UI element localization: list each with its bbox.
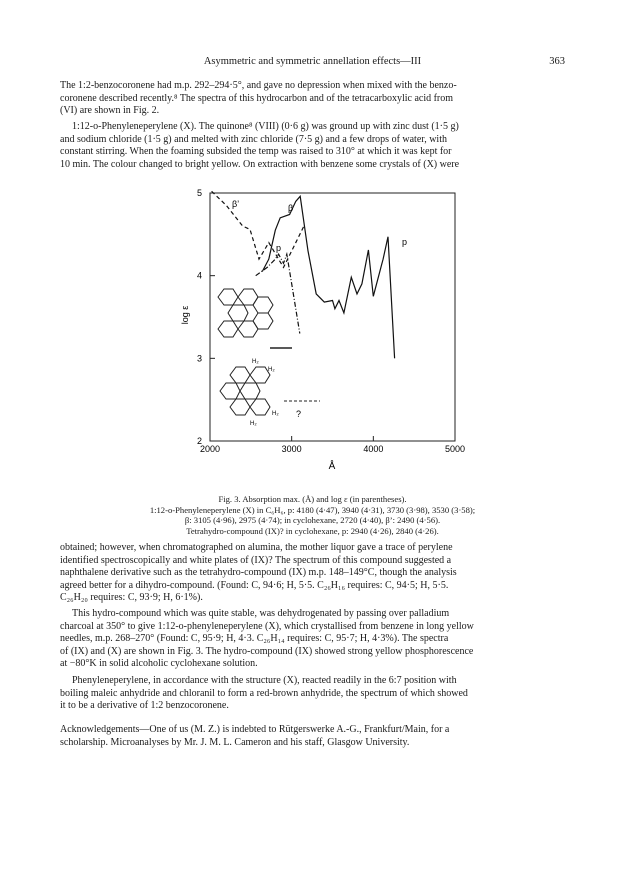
- h2-label: H₂: [268, 367, 275, 373]
- y-tick-label: 3: [196, 353, 202, 364]
- y-tick-label: 5: [196, 188, 202, 198]
- text-line: This hydro-compound which was quite stable, was dehydrogenated by passing over palladium: [72, 608, 450, 619]
- text-line: of (IX) and (X) are shown in Fig. 3. The hydro-compound (IX) showed strong yellow phosphorescence: [60, 645, 474, 657]
- structure-phenyleneperylene: [218, 289, 273, 337]
- paragraph-dehydrogenation: [60, 608, 565, 671]
- label-question: ?: [296, 409, 302, 419]
- text-line: charcoal at 350° to give 1:12-o-phenyleneperylene (X), which crystallised from benzene in long yellow: [60, 620, 474, 632]
- caption-line: 1:12-o-Phenyleneperylene (X) in C₆H₆, p: 4180 (4·47), 3940 (4·31), 3730 (3·98), 3530 (3·58);: [149, 504, 476, 515]
- text-line: agreed better for a dihydro-compound. (Found: C, 94·6; H, 5·5. C₂₆H₁₆ requires: C, 94·5; H, 5·5.: [60, 579, 449, 591]
- y-ticks: [197, 188, 215, 446]
- caption-line: Tetrahydro-compound (IX)? in cyclohexane, p: 2940 (4·26), 2840 (4·26).: [186, 525, 439, 536]
- text-line: needles, m.p. 268–270° (Found: C, 95·9; H, 4·3. C₂₆H₁₄ requires: C, 95·7; H, 4·3%). The spectra: [60, 633, 449, 645]
- label-beta-prime: β’: [232, 199, 240, 209]
- paragraph-chromatography: [60, 542, 565, 605]
- spectrum-curves: [212, 191, 395, 358]
- text-line: boiling maleic anhydride and chloranil to form a red-brown anhydride, the spectrum of which showed: [60, 687, 468, 699]
- text-line: coronene described recently.⁸ The spectra of this hydrocarbon and of the tetracarboxylic acid from: [60, 92, 454, 104]
- text-line: and sodium chloride (1·5 g) and melted with zinc chloride (7·5 g) and a few drops of water, with: [60, 133, 447, 145]
- y-tick-label: 2: [196, 436, 202, 446]
- text-line: The 1:2-benzocoronene had m.p. 292–294·5°, and gave no depression when mixed with the benzo-: [60, 80, 457, 91]
- x-tick-label: 5000: [444, 444, 466, 454]
- text-line: 1:12-o-Phenyleneperylene (X). The quinone⁸ (VIII) (0·6 g) was ground up with zinc dust (1·5 g): [72, 121, 459, 132]
- x-tick-label: 2000: [199, 444, 221, 454]
- text-line: naphthalene derivative such as the tetrahydro-compound (IX) m.p. 148–149°C, though the analysis: [60, 567, 457, 579]
- text-line: Phenyleneperylene, in accordance with the structure (X), reacted readily in the 6:7 position with: [72, 675, 457, 686]
- text-line: Acknowledgements—One of us (M. Z.) is indebted to Rütgerswerke A.-G., Frankfurt/Main, for a: [60, 724, 450, 735]
- x-tick-label: 3000: [281, 444, 302, 454]
- x-tick-label: 4000: [363, 444, 384, 454]
- paragraph-maleic-anhydride: [60, 675, 565, 713]
- plot-frame: [210, 193, 455, 441]
- text-line: scholarship. Microanalyses by Mr. J. M. L. Cameron and his staff, Glasgow University.: [60, 736, 410, 748]
- text-line: it to be a derivative of 1:2 benzocoronene.: [60, 700, 229, 712]
- text-line: at −80°K in solid alcoholic cyclohexane solution.: [60, 658, 258, 670]
- running-title: Asymmetric and symmetric annellation effects—III: [203, 56, 422, 67]
- label-beta: β: [288, 203, 294, 213]
- structure-tetrahydro-compound: [220, 367, 270, 415]
- x-ticks: [200, 436, 465, 454]
- acknowledgements: [60, 724, 565, 749]
- h2-label: H₂: [272, 411, 279, 417]
- text-line: constant stirring. When the foaming subsided the temp was raised to 310° at which it was kept for: [60, 146, 452, 158]
- h2-label: H₂: [252, 359, 259, 365]
- label-p-upper: p: [402, 237, 408, 247]
- figure-caption: [60, 494, 565, 536]
- running-header: [60, 56, 565, 70]
- paragraph-benzocoronene: [60, 80, 565, 118]
- y-axis-label: log ε: [180, 305, 190, 325]
- spectrum-series-solid: [262, 196, 394, 358]
- absorption-spectrum-chart: [180, 185, 470, 475]
- text-line: 10 min. The colour changed to bright yellow. On extraction with benzene some crystals of (X) were: [60, 158, 460, 170]
- y-tick-label: 4: [196, 270, 202, 281]
- text-line: obtained; however, when chromatographed on alumina, the mother liquor gave a trace of perylene: [60, 542, 453, 553]
- text-line: identified spectroscopically and white plates of (IX)? The spectrum of this compound suggested a: [60, 554, 452, 566]
- h2-label: H₂: [250, 421, 257, 427]
- text-line: (VI) are shown in Fig. 2.: [60, 105, 160, 117]
- label-p-lower: p: [276, 243, 282, 253]
- text-line: C₂₆H₂₀ requires: C, 93·9; H, 6·1%).: [60, 592, 203, 604]
- caption-line: β: 3105 (4·96), 2975 (4·74); in cyclohexane, 2720 (4·40), β’: 2490 (4·56).: [184, 515, 441, 526]
- x-axis-label: Å: [328, 461, 336, 472]
- paragraph-phenyleneperylene-prep: [60, 121, 565, 171]
- spectrum-series-dash-dot: [256, 254, 300, 333]
- page-number: 363: [549, 56, 565, 67]
- figure-3: [180, 185, 470, 475]
- caption-line: Fig. 3. Absorption max. (Å) and log ε (in parentheses).: [218, 494, 407, 504]
